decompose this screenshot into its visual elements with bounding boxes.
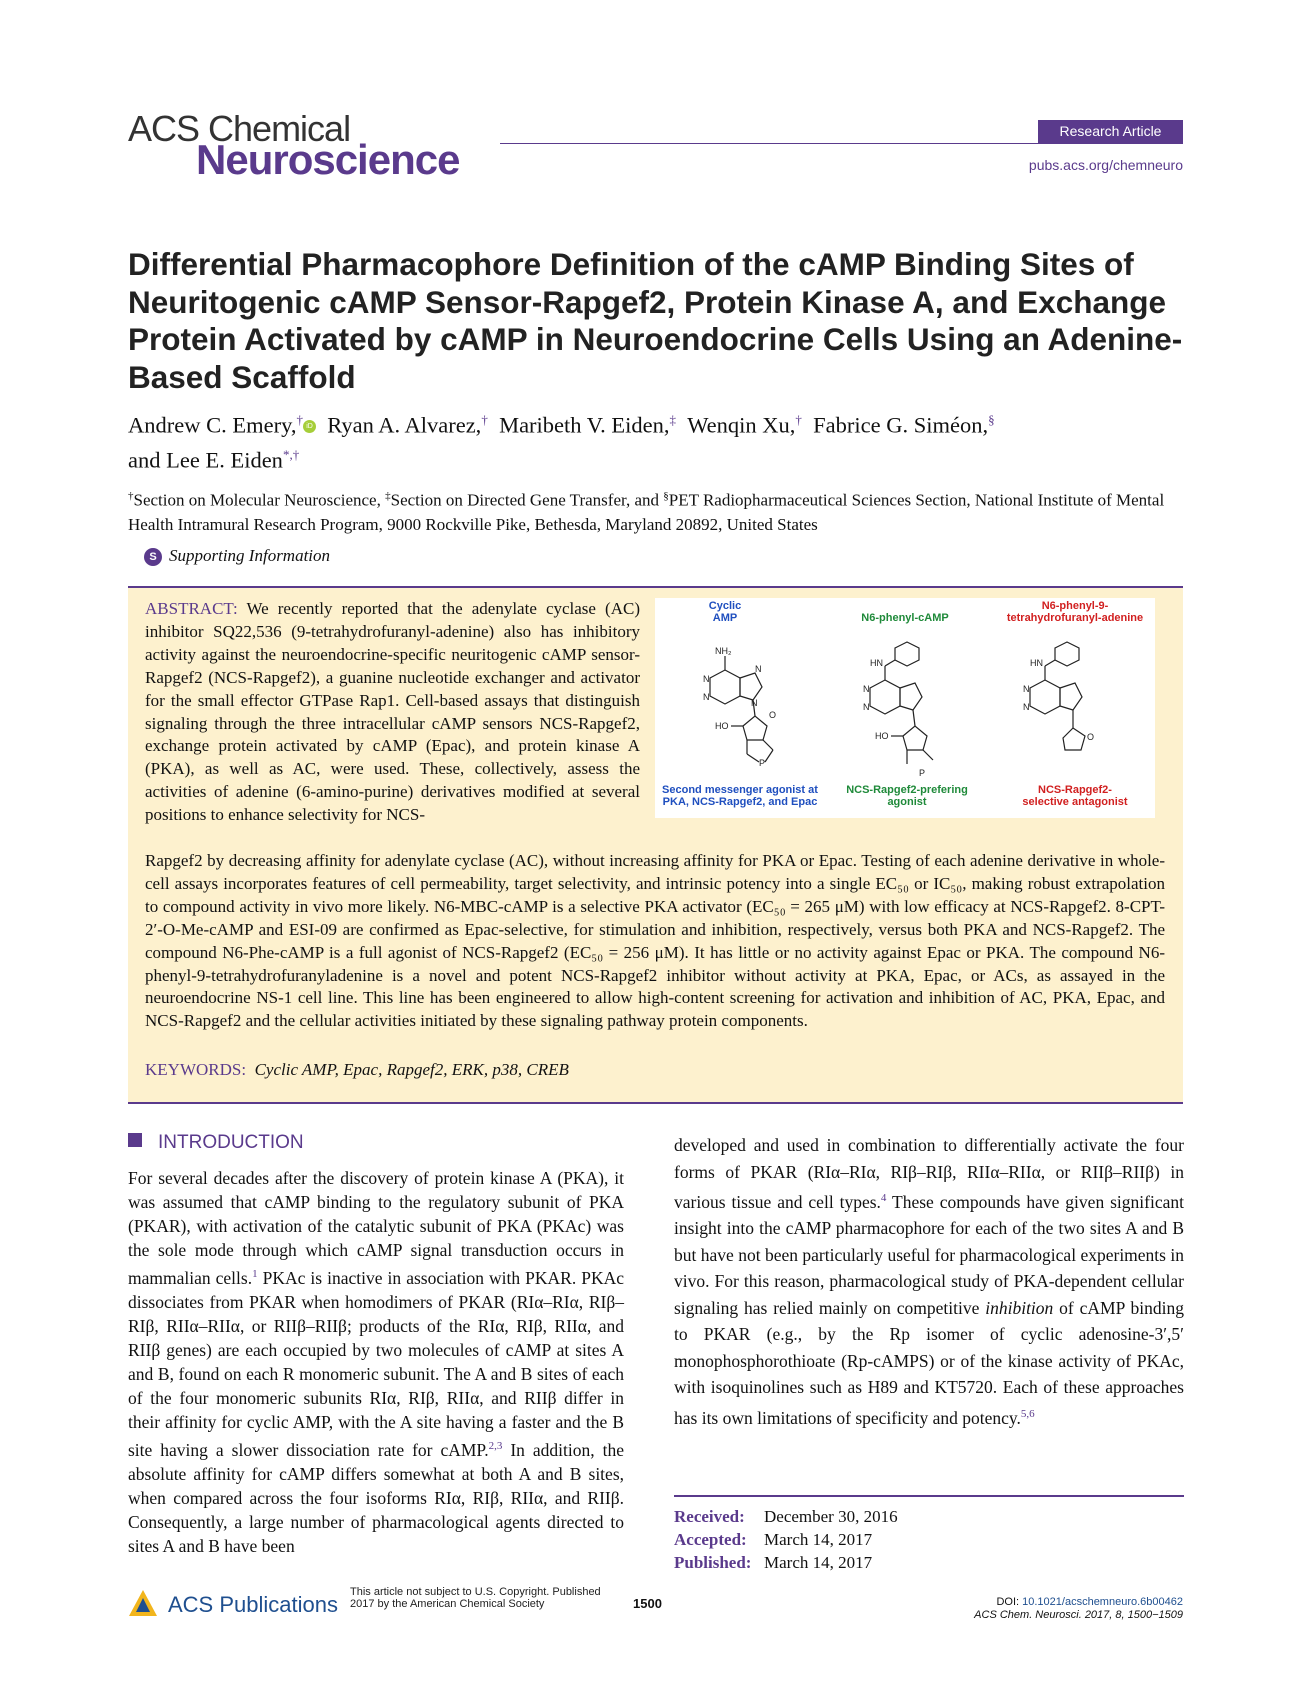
abstract-text-part1 bbox=[145, 598, 640, 827]
toc-graphic bbox=[655, 598, 1155, 818]
author-name[interactable]: and Lee E. Eiden bbox=[128, 447, 283, 472]
date-received: Received: December 30, 2016 bbox=[674, 1507, 898, 1526]
page-number: 1500 bbox=[633, 1596, 662, 1611]
structure-cyclic-amp bbox=[710, 656, 773, 762]
toc-label-n6-phenyl-thf-adenine: N6-phenyl-9- tetrahydrofuranyl-adenine bbox=[1006, 600, 1144, 624]
svg-text:N: N bbox=[703, 692, 710, 702]
copyright-notice: This article not subject to U.S. Copyright. Published 2017 by the American Chemical Society bbox=[350, 1586, 601, 1610]
author-affil-mark: ‡ bbox=[669, 412, 676, 427]
svg-text:HO: HO bbox=[875, 731, 889, 741]
intro-column-2: developed and used in combination to differentially activate the four forms of PKAR (RIα–RIα, RIβ–RIβ, RIIα–RIIα, or RIIβ–RIIβ) in various tissue and cell types.$^4$ These compounds have given significant insight into the cAMP pharmacophore for each of the two sites A and B but have not been particularly useful for pharmacological experiments in vivo. For this reason, pharmacological study of PKA-dependent cellular signaling has relied mainly on competitive inhibition of cAMP binding to PKAR (e.g., by the Rp isomer of cyclic adenosine-3′,5′ monophosphorothioate (Rp-cAMPS) or of the kinase activity of PKAc, with isoquinolines such as H89 and KT5720. Each of these approaches has its own limitations of specificity and potency.$^{5,6}$ bbox=[674, 1135, 1184, 1428]
author-name[interactable]: Wenqin Xu, bbox=[687, 412, 796, 438]
author-affil-mark: § bbox=[988, 412, 995, 427]
journal-brand-line2: Neuroscience bbox=[196, 136, 460, 183]
affil-mark: † bbox=[128, 490, 134, 502]
supporting-info-icon: S bbox=[144, 548, 162, 566]
article-title: Differential Pharmacophore Definition of the cAMP Binding Sites of Neuritogenic cAMP Sensor-Rapgef2, Protein Kinase A, and Exchange Protein Activated by cAMP in Neuroendocrine Cells Using an Adenine-Based Scaffold bbox=[128, 246, 1183, 395]
abstract-body-2: Rapgef2 by decreasing affinity for adenylate cyclase (AC), without increasing affinity for PKA or Epac. Testing of each adenine derivative in whole-cell assays incorporates features of cell permeability, target selectivity, and intrinsic potency into a single EC₅₀ or IC₅₀, making robust extrapolation to compound activity in vivo more likely. N6-MBC-cAMP is a selective PKA activator (EC₅₀ = 265 μM) with low efficacy at NCS-Rapgef2. 8-CPT-2′-O-Me-cAMP and ESI-09 are confirmed as Epac-selective, for stimulation and inhibition, respectively, versus both PKA and NCS-Rapgef2. The compound N6-Phe-cAMP is a full agonist of NCS-Rapgef2 (EC₅₀ = 256 μM). It has little or no activity against Epac or PKA. The compound N6-phenyl-9-tetrahydrofuranyladenine is a novel and potent NCS-Rapgef2 inhibitor without activity at PKA, Epac, or ACs, as assayed in the neuroendocrine NS-1 cell line. This line has been engineered to allow high-content screening for activation and inhibition of AC, PKA, Epac, and NCS-Rapgef2 and the cellular activities initiated by these signaling pathway protein components. bbox=[145, 851, 1165, 1031]
article-type-badge: Research Article bbox=[1038, 120, 1183, 143]
header-rule bbox=[500, 143, 1183, 144]
svg-text:HN: HN bbox=[870, 658, 883, 668]
author-name[interactable]: Maribeth V. Eiden, bbox=[499, 412, 670, 438]
citation-link[interactable]: 2,3 bbox=[488, 1439, 503, 1452]
keywords-value: Cyclic AMP, Epac, Rapgef2, ERK, p38, CREB bbox=[254, 1060, 569, 1079]
svg-text:P: P bbox=[919, 768, 926, 778]
toc-label-n6-phenyl-camp: N6-phenyl-cAMP bbox=[861, 612, 949, 624]
svg-text:O: O bbox=[769, 710, 777, 720]
author-affil-mark: † bbox=[296, 412, 303, 427]
citation-link[interactable]: 1 bbox=[252, 1268, 258, 1280]
author-affil-mark: *,† bbox=[282, 446, 300, 462]
svg-text:O: O bbox=[1087, 732, 1095, 742]
publication-dates bbox=[674, 1505, 898, 1574]
chemical-structures bbox=[655, 638, 1155, 798]
supporting-info-link[interactable] bbox=[147, 546, 330, 566]
svg-text:N: N bbox=[755, 664, 762, 674]
svg-text:N: N bbox=[863, 684, 870, 694]
dates-rule bbox=[674, 1495, 1184, 1497]
intro-column-1: For several decades after the discovery of protein kinase A (PKA), it was assumed that cAMP binding to the regulatory subunit of PKA (PKAR), with activation of the catalytic subunit of PKA (PKAc) was the sole mode through which cAMP signal transduction occurs in mammalian cells.$^1$ PKAc is inactive in association with PKAR. PKAc dissociates from PKAR when homodimers of PKAR (RIα–RIα, RIβ–RIβ, RIIα–RIIα, or RIIβ–RIIβ; products of the RIα, RIβ, RIIα, and RIIβ genes) are each occupied by two molecules of cAMP at sites A and B, found on each R monomeric subunit. The A and B sites of each of the four monomeric subunits RIα, RIβ, RIIα, and RIIβ differ in their affinity for cyclic AMP, with the A site having a faster and the B site having a slower dissociation rate for cAMP.$^{2,3}$ In addition, the absolute affinity for cAMP differs somewhat at both A and B sites, when compared across the four isoforms RIα, RIβ, RIIα, and RIIβ. Consequently, a large number of pharmacological agents directed to sites A and B have been bbox=[128, 1168, 624, 1556]
abstract-label: ABSTRACT: bbox=[145, 599, 238, 618]
svg-text:HN: HN bbox=[1030, 658, 1043, 668]
author-name[interactable]: Fabrice G. Siméon, bbox=[813, 412, 989, 438]
svg-text:P: P bbox=[759, 758, 766, 768]
toc-label-cyclic-amp: Cyclic AMP bbox=[708, 600, 742, 624]
svg-text:N: N bbox=[863, 702, 870, 712]
author-list bbox=[128, 405, 1188, 474]
author-name[interactable]: Ryan A. Alvarez, bbox=[327, 412, 482, 438]
affiliations bbox=[128, 484, 1188, 537]
supporting-info-label: Supporting Information bbox=[169, 546, 331, 565]
author-affil-mark: † bbox=[795, 412, 802, 427]
orcid-icon[interactable]: iD bbox=[303, 420, 316, 433]
doi-citation: DOI: 10.1021/acschemneuro.6b00462 ACS Chem. Neurosci. 2017, 8, 1500−1509 bbox=[974, 1596, 1183, 1621]
citation-text: ACS Chem. Neurosci. 2017, 8, 1500−1509 bbox=[974, 1609, 1183, 1621]
keywords bbox=[145, 1060, 569, 1080]
svg-text:N: N bbox=[703, 674, 710, 684]
intro-heading: INTRODUCTION bbox=[128, 1132, 304, 1154]
citation-link[interactable]: 4 bbox=[880, 1192, 887, 1204]
affil-mark: ‡ bbox=[385, 490, 391, 502]
affil-mark: § bbox=[663, 490, 669, 502]
section-square-icon bbox=[128, 1133, 142, 1147]
svg-text:N: N bbox=[751, 698, 758, 708]
journal-url-link[interactable]: pubs.acs.org/chemneuro bbox=[1028, 157, 1183, 173]
svg-text:N: N bbox=[1023, 702, 1030, 712]
author-affil-mark: † bbox=[481, 412, 488, 427]
date-accepted: Accepted: March 14, 2017 bbox=[674, 1530, 873, 1549]
date-published: Published: March 14, 2017 bbox=[674, 1553, 873, 1572]
affiliation-2: Section on Directed Gene Transfer, and bbox=[390, 490, 664, 510]
svg-text:HO: HO bbox=[715, 721, 729, 731]
svg-text:N: N bbox=[1023, 684, 1030, 694]
toc-caption-cyclic-amp: Second messenger agonist at PKA, NCS-Rapgef2, and Epac bbox=[662, 784, 818, 808]
author-name[interactable]: Andrew C. Emery, bbox=[128, 412, 297, 438]
journal-brand-line1: ACS Chemical bbox=[128, 108, 351, 149]
abstract-body-1: We recently reported that the adenylate cyclase (AC) inhibitor SQ22,536 (9-tetrahydrofuranyl-adenine) also has inhibitory activity against the neuroendocrine-specific neuritogenic cAMP sensor-Rapgef2 (NCS-Rapgef2), a guanine nucleotide exchanger and activator for the small effector GTPase Rap1. Cell-based assays that distinguish signaling through the three intracellular cAMP sensors NCS-Rapgef2, exchange protein activated by cAMP (Epac), and protein kinase A (PKA), as well as AC, were used. These, collectively, assess the activities of adenine (6-amino-purine) derivatives modified at several positions to enhance selectivity for NCS- bbox=[145, 599, 640, 825]
toc-caption-n6-phenyl-camp: NCS-Rapgef2-prefering agonist bbox=[846, 784, 968, 808]
keywords-label: KEYWORDS: bbox=[145, 1060, 247, 1079]
doi-link[interactable]: 10.1021/acschemneuro.6b00462 bbox=[1022, 1596, 1183, 1608]
affiliation-1: Section on Molecular Neuroscience, bbox=[133, 490, 386, 510]
citation-link[interactable]: 5,6 bbox=[1020, 1407, 1035, 1420]
toc-caption-antagonist: NCS-Rapgef2- selective antagonist bbox=[1022, 784, 1128, 808]
affiliation-3: PET Radiopharmaceutical Sciences Section, National Institute of Mental Health Intramural Research Program, 9000 Rockville Pike, Bethesda, Maryland 20892, United States bbox=[128, 490, 1165, 534]
publisher-name[interactable]: ACS Publications bbox=[168, 1592, 338, 1617]
svg-text:NH₂: NH₂ bbox=[715, 646, 732, 656]
acs-publications-logo-icon bbox=[127, 1588, 159, 1620]
